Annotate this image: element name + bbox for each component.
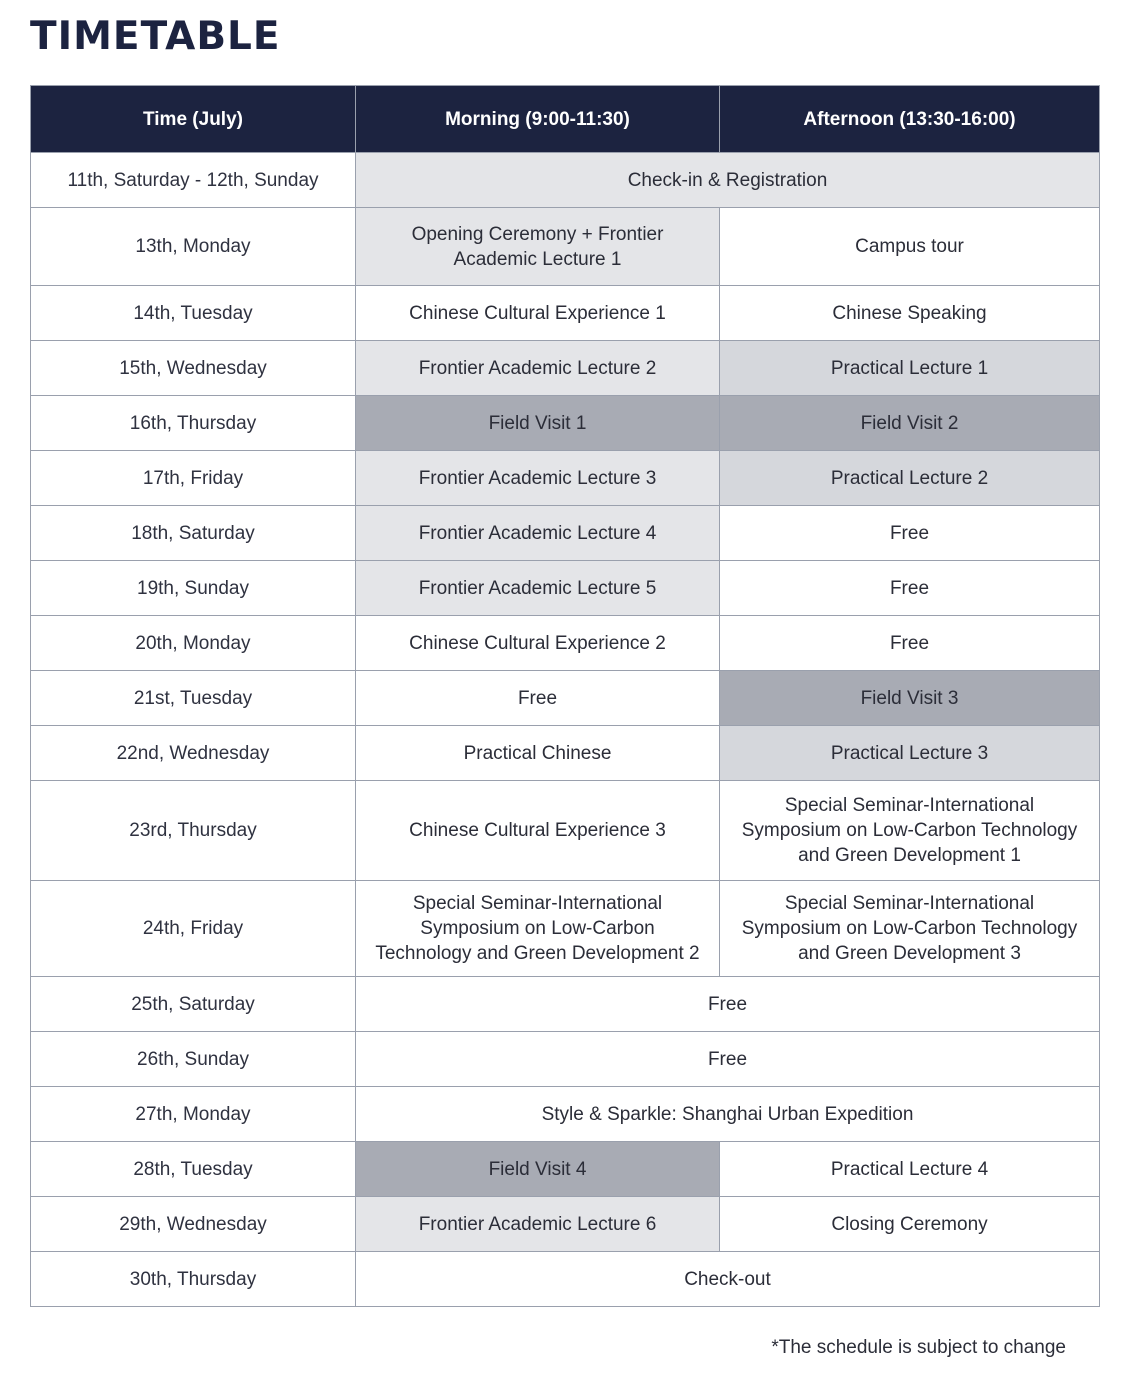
date-cell: 21st, Tuesday <box>31 671 356 726</box>
afternoon-cell: Practical Lecture 4 <box>720 1142 1100 1197</box>
table-row <box>31 977 1100 1032</box>
date-cell: 27th, Monday <box>31 1087 356 1142</box>
morning-cell: Frontier Academic Lecture 4 <box>356 506 720 561</box>
afternoon-cell: Chinese Speaking <box>720 286 1100 341</box>
afternoon-cell: Closing Ceremony <box>720 1197 1100 1252</box>
table-row <box>31 396 1100 451</box>
afternoon-cell: Practical Lecture 3 <box>720 726 1100 781</box>
table-row <box>31 1087 1100 1142</box>
morning-cell: Field Visit 4 <box>356 1142 720 1197</box>
table-row <box>31 881 1100 977</box>
morning-cell: Chinese Cultural Experience 2 <box>356 616 720 671</box>
afternoon-cell: Special Seminar-International Symposium on Low-Carbon Technology and Green Development 1 <box>720 781 1100 881</box>
afternoon-cell: Free <box>720 616 1100 671</box>
afternoon-cell: Practical Lecture 1 <box>720 341 1100 396</box>
date-cell: 24th, Friday <box>31 881 356 977</box>
all-day-cell: Check-in & Registration <box>356 153 1100 208</box>
date-cell: 13th, Monday <box>31 208 356 286</box>
morning-cell: Chinese Cultural Experience 1 <box>356 286 720 341</box>
page-title: TIMETABLE <box>30 14 281 59</box>
morning-cell: Field Visit 1 <box>356 396 720 451</box>
date-cell: 26th, Sunday <box>31 1032 356 1087</box>
afternoon-cell: Practical Lecture 2 <box>720 451 1100 506</box>
date-cell: 29th, Wednesday <box>31 1197 356 1252</box>
header-time: Time (July) <box>31 86 356 153</box>
all-day-cell: Check-out <box>356 1252 1100 1307</box>
header-morning: Morning (9:00-11:30) <box>356 86 720 153</box>
header-row <box>31 86 1100 153</box>
date-cell: 19th, Sunday <box>31 561 356 616</box>
table-row <box>31 1032 1100 1087</box>
date-cell: 23rd, Thursday <box>31 781 356 881</box>
morning-cell: Opening Ceremony + Frontier Academic Lecture 1 <box>356 208 720 286</box>
date-cell: 14th, Tuesday <box>31 286 356 341</box>
table-row <box>31 341 1100 396</box>
date-cell: 25th, Saturday <box>31 977 356 1032</box>
table-row <box>31 726 1100 781</box>
header-afternoon: Afternoon (13:30-16:00) <box>720 86 1100 153</box>
date-cell: 28th, Tuesday <box>31 1142 356 1197</box>
morning-cell: Practical Chinese <box>356 726 720 781</box>
morning-cell: Frontier Academic Lecture 6 <box>356 1197 720 1252</box>
date-cell: 20th, Monday <box>31 616 356 671</box>
table-row <box>31 208 1100 286</box>
date-cell: 11th, Saturday - 12th, Sunday <box>31 153 356 208</box>
timetable <box>30 85 1100 1307</box>
table-row <box>31 1142 1100 1197</box>
afternoon-cell: Campus tour <box>720 208 1100 286</box>
all-day-cell: Free <box>356 1032 1100 1087</box>
table-row <box>31 451 1100 506</box>
afternoon-cell: Special Seminar-International Symposium on Low-Carbon Technology and Green Development 3 <box>720 881 1100 977</box>
all-day-cell: Style & Sparkle: Shanghai Urban Expedition <box>356 1087 1100 1142</box>
morning-cell: Chinese Cultural Experience 3 <box>356 781 720 881</box>
table-row <box>31 1197 1100 1252</box>
footnote: *The schedule is subject to change <box>771 1337 1066 1358</box>
table-row <box>31 1252 1100 1307</box>
table-row <box>31 561 1100 616</box>
all-day-cell: Free <box>356 977 1100 1032</box>
date-cell: 30th, Thursday <box>31 1252 356 1307</box>
table-row <box>31 153 1100 208</box>
date-cell: 17th, Friday <box>31 451 356 506</box>
date-cell: 22nd, Wednesday <box>31 726 356 781</box>
date-cell: 16th, Thursday <box>31 396 356 451</box>
date-cell: 18th, Saturday <box>31 506 356 561</box>
morning-cell: Frontier Academic Lecture 3 <box>356 451 720 506</box>
morning-cell: Frontier Academic Lecture 5 <box>356 561 720 616</box>
afternoon-cell: Free <box>720 506 1100 561</box>
table-row <box>31 286 1100 341</box>
afternoon-cell: Free <box>720 561 1100 616</box>
table-row <box>31 616 1100 671</box>
table-row <box>31 671 1100 726</box>
afternoon-cell: Field Visit 2 <box>720 396 1100 451</box>
table-row <box>31 781 1100 881</box>
date-cell: 15th, Wednesday <box>31 341 356 396</box>
morning-cell: Free <box>356 671 720 726</box>
afternoon-cell: Field Visit 3 <box>720 671 1100 726</box>
morning-cell: Frontier Academic Lecture 2 <box>356 341 720 396</box>
table-row <box>31 506 1100 561</box>
morning-cell: Special Seminar-International Symposium on Low-Carbon Technology and Green Development 2 <box>356 881 720 977</box>
